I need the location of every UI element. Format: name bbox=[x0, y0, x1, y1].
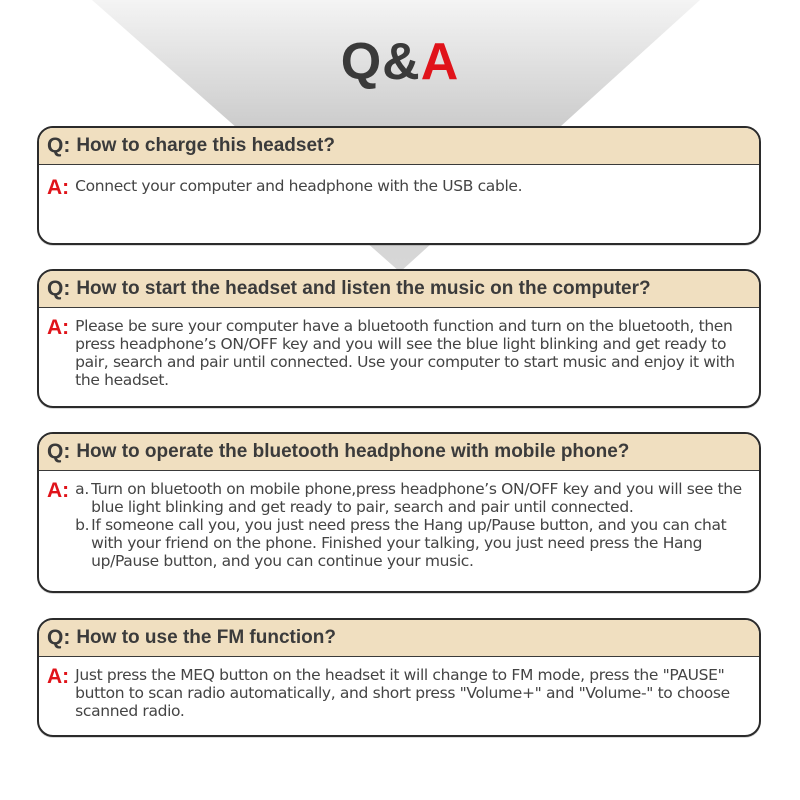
question-marker: Q: bbox=[47, 626, 71, 649]
answer-marker: A: bbox=[47, 176, 70, 199]
qa-card-computer bbox=[37, 269, 761, 408]
answer-item-b bbox=[75, 516, 751, 570]
qa-card-fm bbox=[37, 618, 761, 737]
question-marker: Q: bbox=[47, 440, 71, 463]
page-title-part-2: A bbox=[420, 33, 460, 91]
question-text: How to start the headset and listen the music on the computer? bbox=[76, 278, 651, 299]
question-row bbox=[39, 271, 759, 308]
question-marker: Q: bbox=[47, 277, 71, 300]
question-row bbox=[39, 620, 759, 657]
question-text: How to charge this headset? bbox=[76, 135, 335, 156]
answer-text: Please be sure your computer have a bluetooth function and turn on the bluetooth, then press headphone’s ON/OFF key and you will see the blue light blinking and get ready to pair, search and pair until connected. Use your computer to start music and enjoy it with the headset. bbox=[75, 317, 735, 389]
qa-card-charge bbox=[37, 126, 761, 245]
question-text: How to use the FM function? bbox=[76, 627, 336, 648]
question-text: How to operate the bluetooth headphone with mobile phone? bbox=[76, 441, 630, 462]
answer-row bbox=[39, 165, 759, 198]
answer-marker: A: bbox=[47, 479, 70, 502]
answer-item-text: Turn on bluetooth on mobile phone,press headphone’s ON/OFF key and you will see the blue light blinking and get ready to pair, search and pair until connected. bbox=[91, 480, 742, 516]
answer-marker: A: bbox=[47, 316, 70, 339]
question-row bbox=[39, 434, 759, 471]
page-title-part-1: Q& bbox=[340, 33, 421, 91]
answer-list bbox=[75, 480, 751, 570]
question-marker: Q: bbox=[47, 134, 71, 157]
qa-card-mobile bbox=[37, 432, 761, 593]
answer-item-label: b. bbox=[75, 516, 90, 534]
answer-row bbox=[39, 308, 759, 389]
answer-text: Connect your computer and headphone with the USB cable. bbox=[75, 177, 523, 195]
answer-row bbox=[39, 657, 759, 720]
answer-item-a bbox=[75, 480, 751, 516]
page-title bbox=[0, 30, 800, 94]
answer-item-label: a. bbox=[75, 480, 89, 498]
answer-text: Just press the MEQ button on the headset it will change to FM mode, press the "PAUSE" button to scan radio automatically, and short press "Volume+" and "Volume-" to choose scanned radio. bbox=[75, 666, 730, 720]
answer-item-text: If someone call you, you just need press the Hang up/Pause button, and you can chat with your friend on the phone. Finished your talking, you just need press the Hang up/Pause button, and you can continue your music. bbox=[91, 516, 727, 570]
question-row bbox=[39, 128, 759, 165]
answer-row bbox=[39, 471, 759, 570]
answer-marker: A: bbox=[47, 665, 70, 688]
